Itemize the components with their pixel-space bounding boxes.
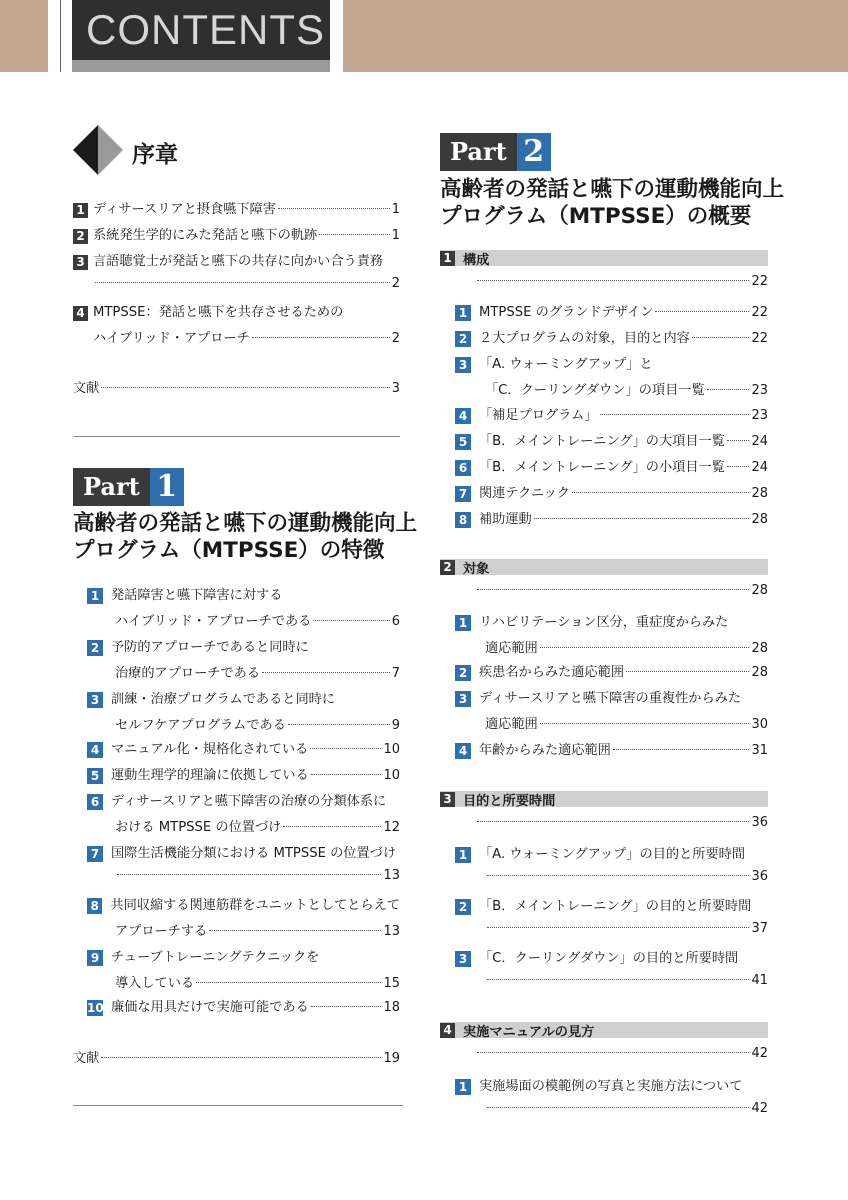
toc-entry-line (455, 687, 768, 706)
entry-title: 「C．クーリングダウン」の目的と所要時間 (479, 951, 739, 966)
toc-entry-line (115, 868, 400, 883)
toc-entry-line (87, 636, 400, 655)
entry-title: 系統発生学的にみた発話と嚥下の軌跡 (93, 228, 318, 243)
page-number: 42 (751, 1046, 768, 1061)
dot-leader (209, 930, 381, 931)
toc-entry-line (87, 688, 400, 707)
part1-title-line: 高齢者の発話と嚥下の運動機能向上 (73, 511, 418, 536)
number-badge: 2 (455, 331, 471, 347)
number-badge: 1 (87, 588, 103, 604)
dot-leader (487, 979, 749, 980)
entry-title: 関連テクニック (479, 486, 570, 501)
page-number: 28 (751, 512, 768, 527)
dot-leader (477, 1052, 749, 1053)
toc-entry-line (485, 921, 768, 936)
references-line (73, 1047, 400, 1066)
bottom-divider (73, 1105, 403, 1106)
toc-entry-line (73, 224, 400, 243)
page-number: 24 (751, 434, 768, 449)
number-badge: 9 (87, 950, 103, 966)
section-page-line (475, 815, 768, 830)
entry-title: ハイブリッド・アプローチである (115, 614, 312, 629)
page-number: 22 (751, 331, 768, 346)
part1-label (73, 468, 184, 506)
entry-title: 実施場面の模範例の写真と実施方法について (479, 1079, 743, 1094)
number-badge: 6 (87, 794, 103, 810)
toc-entry-line (87, 996, 400, 1015)
toc-entry-line (73, 198, 400, 217)
entry-title: おける MTPSSE の位置づけ (115, 820, 282, 835)
entry-title: 「B．メイントレーニング」の小項目一覧 (479, 460, 725, 475)
number-badge: 3 (440, 792, 455, 807)
number-badge: 4 (73, 306, 88, 321)
entry-title: 訓練・治療プログラムであると同時に (111, 692, 336, 707)
dot-leader (95, 282, 390, 283)
toc-entry-line (455, 661, 768, 680)
entry-title: 「C．クーリングダウン」の項目一覧 (485, 383, 705, 398)
entry-title: 運動生理学的理論に依拠している (111, 768, 309, 783)
number-badge: 4 (455, 743, 471, 759)
number-badge: 8 (87, 898, 102, 914)
section-page-line (475, 274, 768, 289)
toc-entry-line (455, 739, 768, 758)
number-badge: 8 (455, 512, 471, 528)
page-number: 24 (751, 460, 768, 475)
dot-leader (288, 724, 390, 725)
page-number: 28 (751, 583, 768, 598)
page-number: 31 (751, 743, 768, 758)
toc-entry-line (87, 584, 400, 603)
dot-leader (311, 774, 382, 775)
page-number: 3 (391, 381, 400, 396)
dot-leader (319, 234, 390, 235)
toc-entry-line (455, 947, 768, 966)
page-number: 13 (383, 924, 400, 939)
page-number: 19 (383, 1051, 400, 1066)
dot-leader (572, 492, 749, 493)
dot-leader (727, 466, 750, 467)
toc-entry-line (115, 920, 400, 939)
number-badge: 1 (455, 615, 471, 631)
dot-leader (613, 749, 750, 750)
dot-leader (692, 337, 750, 338)
toc-entry-line (455, 482, 768, 501)
page-number: 42 (751, 1101, 768, 1116)
toc-entry-line (87, 894, 400, 913)
section-header (440, 791, 768, 807)
entry-title: 「A. ウォーミングアップ」の目的と所要時間 (479, 847, 746, 862)
page-number: 36 (751, 815, 768, 830)
toc-entry-line (87, 946, 400, 965)
entry-title: ディサースリアと嚥下障害の重複性からみた (479, 691, 742, 706)
dot-leader (311, 1006, 382, 1007)
page-number: 12 (383, 820, 400, 835)
dot-leader (600, 414, 750, 415)
section-label: 目的と所要時間 (463, 793, 556, 809)
entry-title: 適応範囲 (485, 641, 538, 656)
entry-title: セルフケアプログラムである (115, 718, 286, 733)
number-badge: 1 (73, 203, 88, 218)
entry-title: 発話障害と嚥下障害に対する (111, 588, 283, 603)
number-badge: 2 (87, 640, 103, 656)
number-badge: 3 (455, 691, 471, 707)
dot-leader (626, 671, 749, 672)
number-badge: 3 (455, 357, 471, 373)
dot-leader (487, 875, 749, 876)
number-badge: 4 (455, 408, 471, 424)
dot-leader (540, 647, 750, 648)
header-divider (60, 0, 61, 72)
number-badge: 1 (455, 305, 471, 321)
page-number: 9 (391, 718, 400, 733)
dot-leader (262, 672, 390, 673)
dot-leader (477, 280, 749, 281)
section-divider (73, 436, 400, 437)
dot-leader (196, 982, 381, 983)
number-badge: 1 (440, 251, 455, 266)
page-number: 10 (383, 768, 400, 783)
entry-title: 補助運動 (479, 512, 532, 527)
number-badge: 1 (455, 1079, 471, 1095)
entry-title: 適応範囲 (485, 717, 538, 732)
section-header (440, 250, 768, 266)
toc-entry-line (115, 816, 400, 835)
page-number: 7 (391, 666, 400, 681)
toc-entry-line (455, 430, 768, 449)
toc-entry-line (115, 972, 400, 991)
part2-number: 2 (517, 133, 551, 171)
entry-title: 言語聴覚士が発話と嚥下の共存に向かい合う責務 (93, 254, 384, 269)
number-badge: 7 (87, 846, 103, 862)
entry-title: ディサースリアと嚥下障害の治療の分類体系に (111, 794, 387, 809)
page-number: 37 (751, 921, 768, 936)
page-number: 18 (383, 1000, 400, 1015)
number-badge: 4 (87, 742, 103, 758)
dot-leader (310, 748, 381, 749)
number-badge: 5 (87, 768, 103, 784)
number-badge: 6 (455, 460, 471, 476)
page-number: 13 (383, 868, 400, 883)
section-label: 対象 (463, 561, 490, 577)
diamond-icon (73, 125, 123, 175)
section-label: 実施マニュアルの見方 (463, 1024, 595, 1040)
toc-entry-line (455, 353, 768, 372)
references-line (73, 377, 400, 396)
dot-leader (487, 927, 749, 928)
references-label: 文献 (73, 381, 100, 396)
page-number: 30 (751, 717, 768, 732)
entry-title: 導入している (115, 976, 195, 991)
entry-title: チューブトレーニングテクニックを (111, 950, 320, 965)
entry-title: リハビリテーション区分，重症度からみた (479, 615, 729, 630)
intro-title: 序章 (132, 141, 178, 168)
dot-leader (101, 387, 389, 388)
page-number: 28 (751, 665, 768, 680)
toc-entry-line (485, 637, 768, 656)
dot-leader (655, 311, 749, 312)
page-title: CONTENTS (72, 0, 330, 60)
part1-title (73, 510, 417, 564)
page-number: 2 (391, 331, 400, 346)
page-number: 1 (391, 228, 400, 243)
entry-title: 予防的アプローチであると同時に (111, 640, 309, 655)
toc-entry-line (485, 379, 768, 398)
number-badge: 5 (455, 434, 471, 450)
toc-entry-line (485, 1101, 768, 1116)
dot-leader (313, 620, 389, 621)
dot-leader (477, 589, 749, 590)
page-number: 22 (751, 305, 768, 320)
header-band-left (0, 0, 48, 72)
dot-leader (101, 1057, 381, 1058)
toc-entry-line (87, 738, 400, 757)
entry-title: 年齢からみた適応範囲 (479, 743, 611, 758)
toc-entry-line (485, 713, 768, 732)
entry-title: 共同収縮する関連筋群をユニットとしてとらえて (110, 898, 400, 913)
number-badge: 10 (87, 1001, 104, 1015)
toc-entry-line (455, 456, 768, 475)
page-number: 41 (751, 973, 768, 988)
toc-entry-line (87, 790, 400, 809)
entry-title: ディサースリアと摂食嚥下障害 (93, 202, 276, 217)
number-badge: 2 (440, 560, 455, 575)
toc-entry-line (73, 301, 400, 320)
toc-entry-line (485, 869, 768, 884)
entry-title: 疾患名からみた適応範囲 (479, 665, 625, 680)
toc-entry-line (93, 276, 400, 291)
header-band-right (343, 0, 848, 72)
section-header (440, 559, 768, 575)
entry-title: ２大プログラムの対象，目的と内容 (479, 331, 690, 346)
dot-leader (252, 337, 390, 338)
toc-entry-line (115, 662, 400, 681)
toc-entry-line (455, 1075, 768, 1094)
toc-entry-line (455, 508, 768, 527)
entry-title: MTPSSE のグランドデザイン (479, 305, 654, 320)
number-badge: 2 (455, 899, 471, 915)
entry-title: 「A. ウォーミングアップ」と (479, 357, 653, 372)
dot-leader (727, 440, 750, 441)
dot-leader (117, 874, 381, 875)
entry-title: 「補足プログラム」 (479, 408, 598, 423)
page-number: 28 (751, 641, 768, 656)
entry-title: 国際生活機能分類における MTPSSE の位置づけ (111, 846, 397, 861)
part2-label (440, 133, 551, 171)
dot-leader (278, 208, 390, 209)
toc-entry-line (73, 250, 400, 269)
entry-title: 治療的アプローチである (115, 666, 261, 681)
toc-entry-line (455, 843, 768, 862)
page-number: 23 (751, 383, 768, 398)
part1-word: Part (73, 468, 150, 506)
section-label: 構成 (463, 252, 490, 268)
toc-entry-line (87, 764, 400, 783)
dot-leader (477, 821, 749, 822)
dot-leader (283, 826, 381, 827)
entry-title: ハイブリッド・アプローチ (93, 331, 250, 346)
number-badge: 1 (455, 847, 471, 863)
page-number: 28 (751, 486, 768, 501)
toc-entry-line (115, 714, 400, 733)
entry-title: 「B．メイントレーニング」の目的と所要時間 (479, 899, 752, 914)
page-number: 36 (751, 869, 768, 884)
toc-entry-line (455, 895, 768, 914)
title-underline (72, 60, 330, 72)
entry-title: マニュアル化・規格化されている (111, 742, 309, 757)
toc-entry-line (455, 404, 768, 423)
number-badge: 2 (73, 229, 88, 244)
dot-leader (540, 723, 750, 724)
part2-title-line: 高齢者の発話と嚥下の運動機能向上 (440, 177, 785, 202)
toc-entry-line (455, 301, 768, 320)
dot-leader (534, 518, 750, 519)
part2-title (440, 176, 784, 230)
page-number: 22 (751, 274, 768, 289)
number-badge: 2 (455, 665, 471, 681)
part1-title-line: プログラム（MTPSSE）の特徴 (73, 538, 385, 563)
entry-title: 廉価な用具だけで実施可能である (111, 1000, 309, 1015)
page-number: 15 (383, 976, 400, 991)
number-badge: 3 (455, 951, 471, 967)
number-badge: 7 (455, 486, 471, 502)
number-badge: 4 (440, 1023, 455, 1038)
section-header (440, 1022, 768, 1038)
toc-entry-line (93, 327, 400, 346)
part1-number: 1 (150, 468, 184, 506)
toc-entry-line (87, 842, 400, 861)
page-number: 23 (751, 408, 768, 423)
entry-title: 「B．メイントレーニング」の大項目一覧 (479, 434, 725, 449)
toc-entry-line (115, 610, 400, 629)
entry-title: アプローチする (115, 924, 208, 939)
toc-entry-line (455, 611, 768, 630)
number-badge: 3 (73, 255, 88, 270)
section-page-line (475, 583, 768, 598)
entry-title: MTPSSE：発話と嚥下を共存させるための (93, 305, 344, 320)
dot-leader (487, 1107, 749, 1108)
references-label: 文献 (73, 1051, 100, 1066)
part2-title-line: プログラム（MTPSSE）の概要 (440, 204, 752, 229)
page-number: 6 (391, 614, 400, 629)
number-badge: 3 (87, 692, 103, 708)
toc-entry-line (455, 327, 768, 346)
page-number: 2 (391, 276, 400, 291)
toc-entry-line (485, 973, 768, 988)
part2-word: Part (440, 133, 517, 171)
page-number: 10 (383, 742, 400, 757)
dot-leader (707, 389, 750, 390)
section-page-line (475, 1046, 768, 1061)
page-number: 1 (391, 202, 400, 217)
